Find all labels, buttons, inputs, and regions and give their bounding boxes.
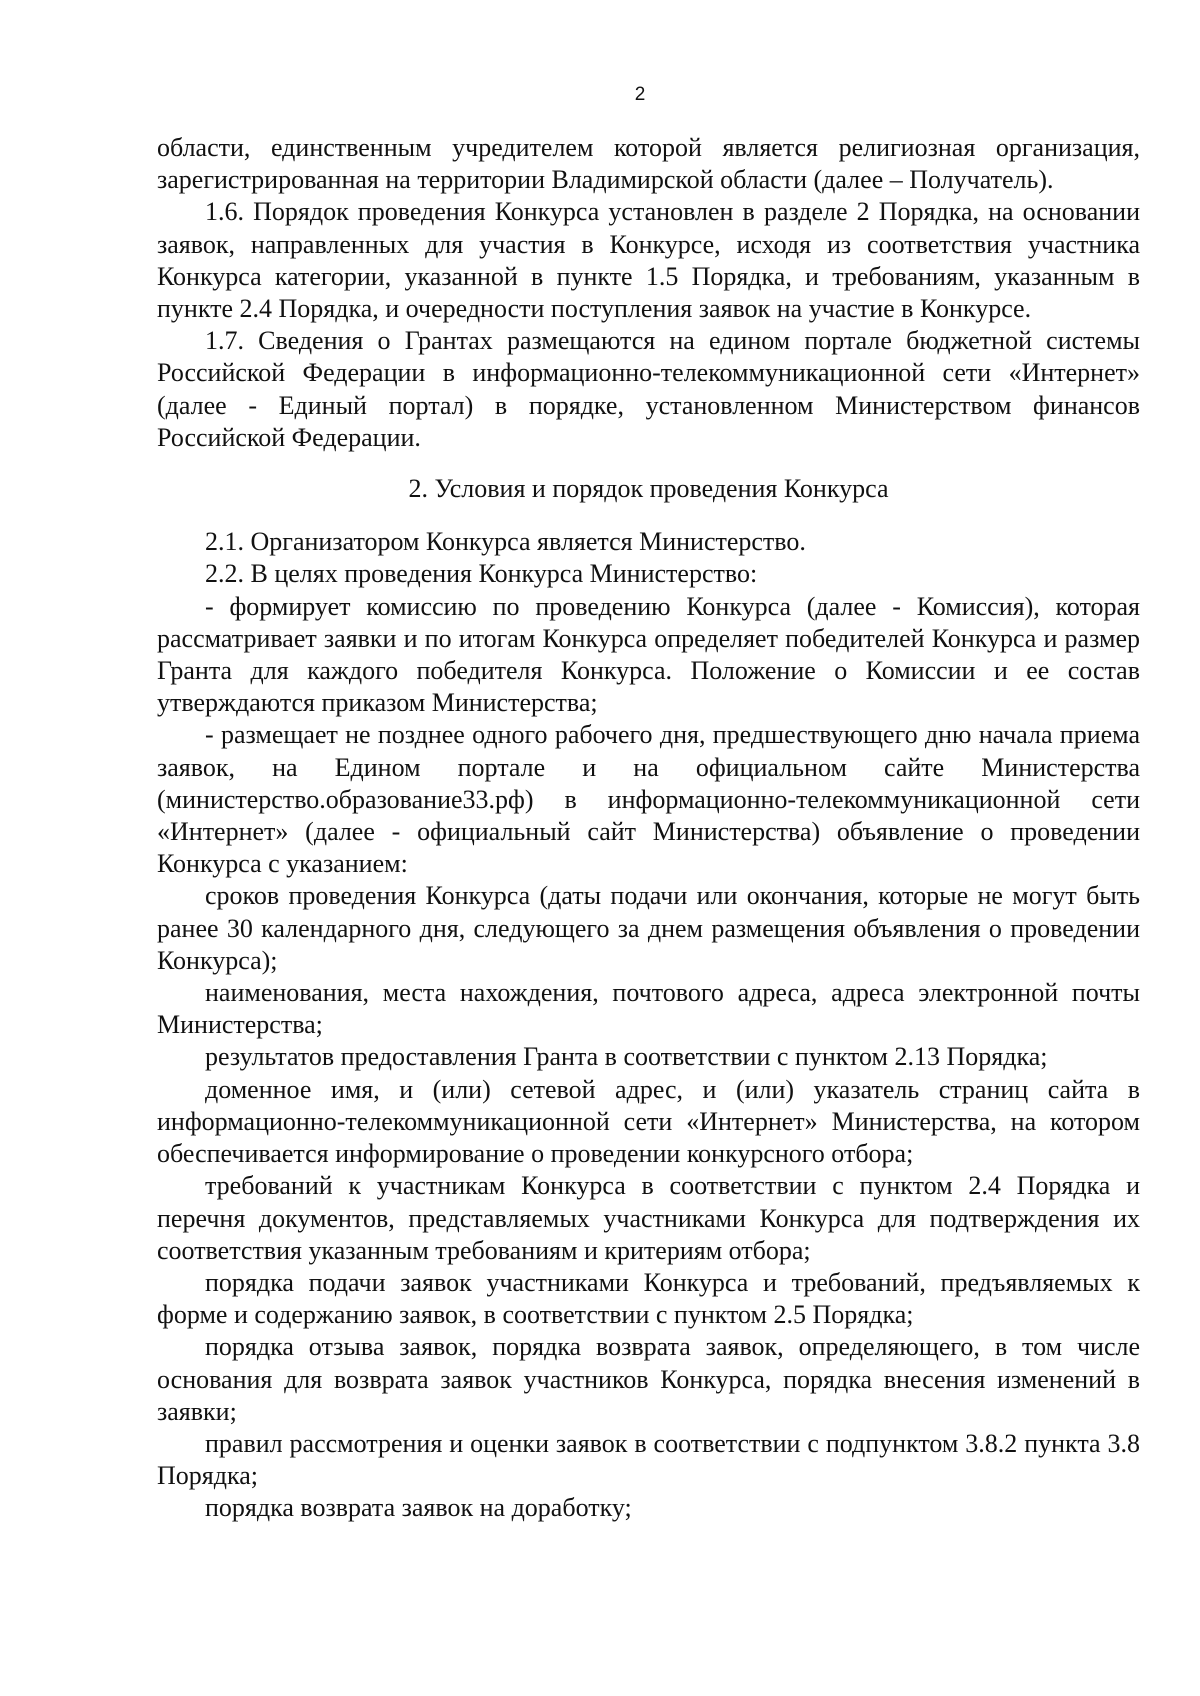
paragraph-1-6: 1.6. Порядок проведения Конкурса установлен в разделе 2 Порядка, на основании заявок, направленных для участия в Конкурсе, исходя из соответствия участника Конкурса категории, указанной в пункте 1.5 Порядка, и требованиям, указанным в пункте 2.4 Порядка, и очередности поступления заявок на участие в Конкурсе. [157, 197, 1140, 324]
list-item-revision: порядка возврата заявок на доработку; [205, 1493, 632, 1523]
list-item-submission: порядка подачи заявок участниками Конкурса и требований, предъявляемых к форме и содержанию заявок, в соответствии с пунктом 2.5 Порядка; [157, 1267, 1140, 1330]
paragraph-continuation: области, единственным учредителем которой является религиозная организация, зарегистрированная на территории Владимирской области (далее – Получатель). [157, 133, 1140, 195]
list-item-domain: доменное имя, и (или) сетевой адрес, и (или) указатель страниц сайта в информационно-телекоммуникационной сети «Интернет» Министерства, на котором обеспечивается информирование о проведении конкурсного отбора; [157, 1074, 1140, 1169]
list-item-announcement: - размещает не позднее одного рабочего дня, предшествующего дню начала приема заявок, на Едином портале и на официальном сайте Министерства (министерство.образование33.рф) в информационно-телекоммуникационной сети «Интернет» (далее - официальный сайт Министерства) объявление о проведении Конкурса с указанием: [157, 720, 1140, 879]
document-body [157, 132, 1140, 1525]
paragraph-1-7: 1.7. Сведения о Грантах размещаются на едином портале бюджетной системы Российской Федерации в информационно-телекоммуникационной сети «Интернет» (далее - Единый портал) в порядке, установленном Министерством финансов Российской Федерации. [157, 326, 1140, 452]
list-item-results: результатов предоставления Гранта в соответствии с пунктом 2.13 Порядка; [205, 1042, 1048, 1072]
paragraph-2-1: 2.1. Организатором Конкурса является Министерство. [205, 527, 806, 557]
page-number: 2 [634, 84, 646, 105]
list-item-evaluation: правил рассмотрения и оценки заявок в соответствии с подпунктом 3.8.2 пункта 3.8 Порядка; [157, 1428, 1140, 1491]
list-item-withdrawal: порядка отзыва заявок, порядка возврата заявок, определяющего, в том числе основания для возврата заявок участников Конкурса, порядка внесения изменений в заявки; [157, 1332, 1140, 1426]
list-item-requirements: требований к участникам Конкурса в соответствии с пунктом 2.4 Порядка и перечня документов, представляемых участниками Конкурса для подтверждения их соответствия указанным требованиям и критериям отбора; [157, 1171, 1140, 1265]
list-item-commission: - формирует комиссию по проведению Конкурса (далее - Комиссия), которая рассматривает заявки и по итогам Конкурса определяет победителей Конкурса и размер Гранта для каждого победителя Конкурса. Положение о Комиссии и ее состав утверждаются приказом Министерства; [157, 591, 1140, 718]
list-item-contacts: наименования, места нахождения, почтового адреса, адреса электронной почты Министерства; [157, 978, 1140, 1040]
paragraph-2-2: 2.2. В целях проведения Конкурса Министерство: [205, 559, 758, 589]
list-item-deadlines: сроков проведения Конкурса (даты подачи или окончания, которые не могут быть ранее 30 календарного дня, следующего за днем размещения объявления о проведении Конкурса); [157, 881, 1140, 975]
section-heading: 2. Условия и порядок проведения Конкурса [408, 474, 889, 504]
